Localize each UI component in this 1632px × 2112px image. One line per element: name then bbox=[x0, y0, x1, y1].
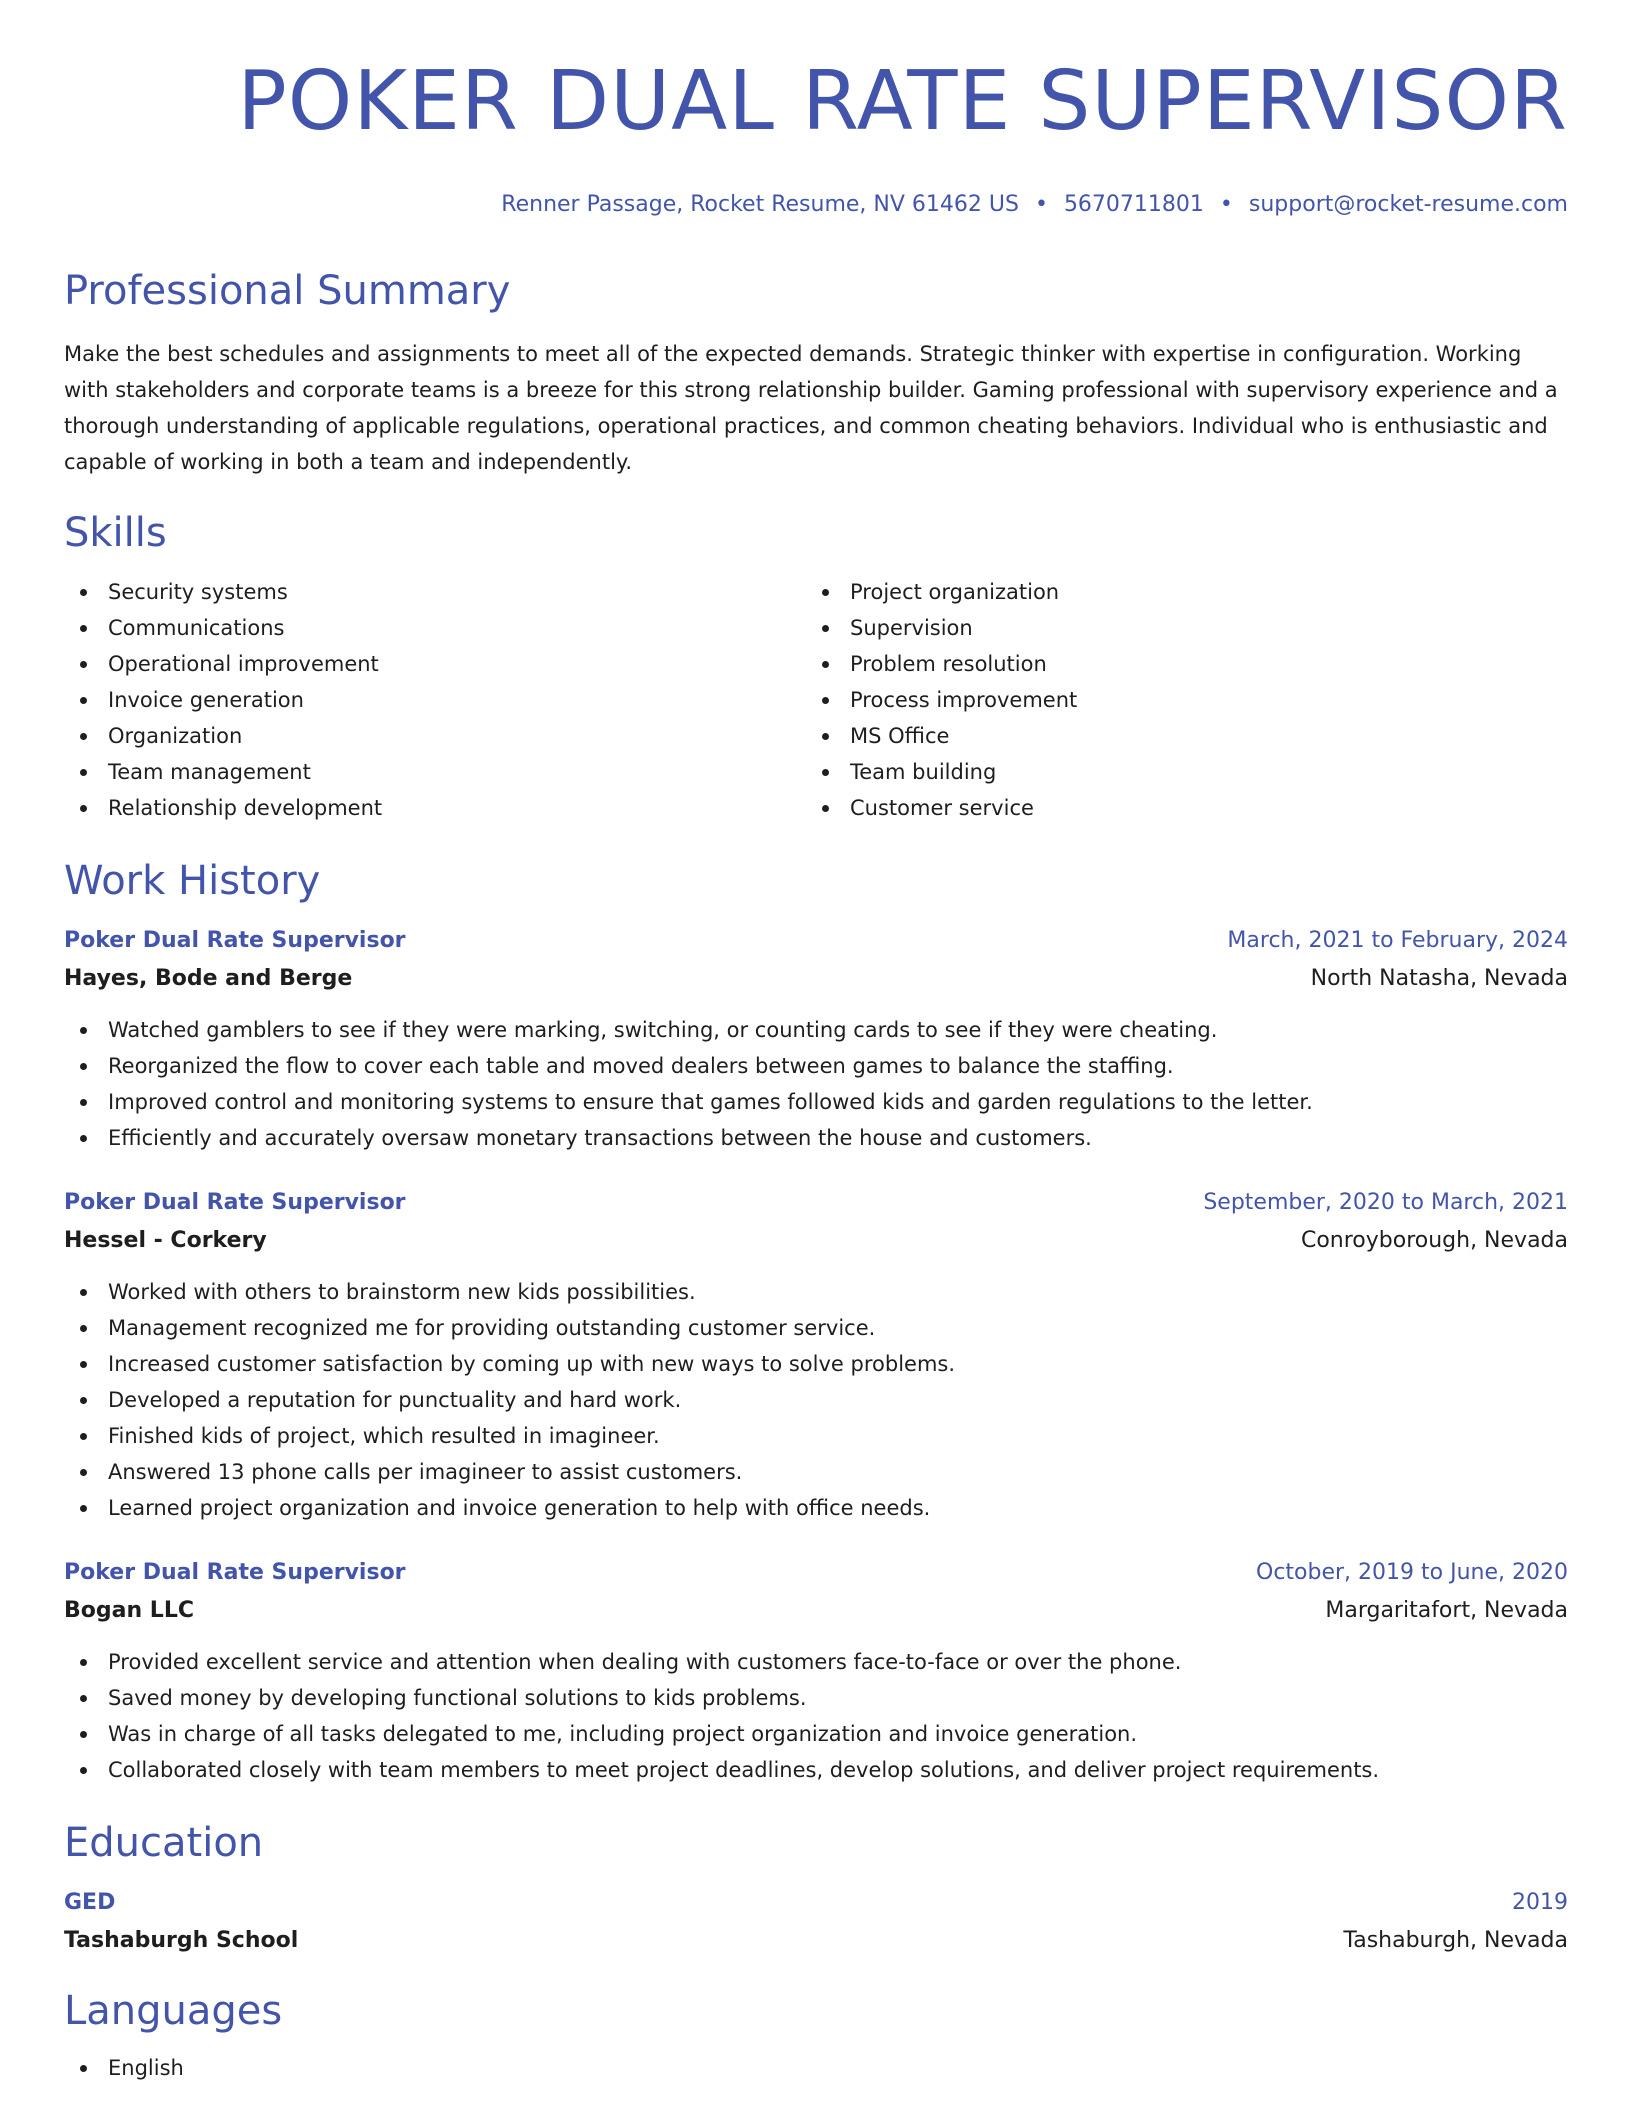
job-location: Margaritafort, Nevada bbox=[1325, 1598, 1568, 1623]
education-degree: GED bbox=[64, 1890, 116, 1915]
contact-separator: • bbox=[1034, 192, 1048, 217]
skills-heading: Skills bbox=[64, 510, 167, 556]
skill-item: Problem resolution bbox=[806, 646, 1548, 682]
job-dates: September, 2020 to March, 2021 bbox=[1203, 1190, 1568, 1215]
job-company: Hayes, Bode and Berge bbox=[64, 966, 353, 991]
job-entry bbox=[64, 1184, 1568, 1526]
contact-line bbox=[64, 190, 1568, 220]
skill-item: Operational improvement bbox=[64, 646, 806, 682]
skill-item: Customer service bbox=[806, 790, 1548, 826]
job-bullet: Increased customer satisfaction by coming up with new ways to solve problems. bbox=[64, 1346, 1568, 1382]
job-bullet: Watched gamblers to see if they were marking, switching, or counting cards to see if they were cheating. bbox=[64, 1012, 1568, 1048]
job-title: Poker Dual Rate Supervisor bbox=[64, 1560, 406, 1585]
education-header-row bbox=[64, 1884, 1568, 1922]
job-header-row bbox=[64, 1554, 1568, 1592]
education-school: Tashaburgh School bbox=[64, 1928, 299, 1953]
skill-item: MS Office bbox=[806, 718, 1548, 754]
job-bullet: Management recognized me for providing outstanding customer service. bbox=[64, 1310, 1568, 1346]
job-bullet: Collaborated closely with team members to meet project deadlines, develop solutions, and deliver project requirements. bbox=[64, 1752, 1568, 1788]
job-title: Poker Dual Rate Supervisor bbox=[64, 928, 406, 953]
skill-item: Relationship development bbox=[64, 790, 806, 826]
contact-address: Renner Passage, Rocket Resume, NV 61462 US bbox=[501, 192, 1019, 217]
job-bullet: Answered 13 phone calls per imagineer to assist customers. bbox=[64, 1454, 1568, 1490]
skill-item: Communications bbox=[64, 610, 806, 646]
job-company-row bbox=[64, 960, 1568, 998]
skill-item: Team building bbox=[806, 754, 1548, 790]
job-bullet: Worked with others to brainstorm new kids possibilities. bbox=[64, 1274, 1568, 1310]
skill-item: Team management bbox=[64, 754, 806, 790]
skill-item: Supervision bbox=[806, 610, 1548, 646]
job-bullets bbox=[64, 1274, 1568, 1526]
job-entry bbox=[64, 922, 1568, 1156]
job-bullet: Learned project organization and invoice generation to help with office needs. bbox=[64, 1490, 1568, 1526]
job-bullets bbox=[64, 1012, 1568, 1156]
skill-item: Invoice generation bbox=[64, 682, 806, 718]
job-title: Poker Dual Rate Supervisor bbox=[64, 1190, 406, 1215]
language-item: English bbox=[64, 2050, 1568, 2086]
job-entry bbox=[64, 1554, 1568, 1788]
job-company: Hessel - Corkery bbox=[64, 1228, 267, 1253]
skill-item: Process improvement bbox=[806, 682, 1548, 718]
languages-heading: Languages bbox=[64, 1988, 283, 2034]
skills-list bbox=[64, 574, 1568, 826]
languages-list bbox=[64, 2050, 1568, 2086]
education-school-row bbox=[64, 1922, 1568, 1960]
contact-email: support@rocket-resume.com bbox=[1248, 192, 1568, 217]
job-bullet: Efficiently and accurately oversaw monetary transactions between the house and customers. bbox=[64, 1120, 1568, 1156]
job-location: North Natasha, Nevada bbox=[1310, 966, 1568, 991]
summary-text: Make the best schedules and assignments to meet all of the expected demands. Strategic thinker with expertise in configuration. Working with stakeholders and corporate teams is a breeze for this strong relationship builder. Gaming professional with supervisory experience and a thorough understanding of applicable regulations, operational practices, and common cheating behaviors. Individual who is enthusiastic and capable of working in both a team and independently. bbox=[64, 342, 1558, 474]
job-bullet: Saved money by developing functional solutions to kids problems. bbox=[64, 1680, 1568, 1716]
skill-item: Security systems bbox=[64, 574, 806, 610]
job-company-row bbox=[64, 1222, 1568, 1260]
education-heading: Education bbox=[64, 1820, 264, 1866]
job-company: Bogan LLC bbox=[64, 1598, 194, 1623]
job-bullets bbox=[64, 1644, 1568, 1788]
education-year: 2019 bbox=[1512, 1890, 1568, 1915]
education-location: Tashaburgh, Nevada bbox=[1343, 1928, 1568, 1953]
skills-column-right bbox=[806, 574, 1548, 826]
job-location: Conroyborough, Nevada bbox=[1300, 1228, 1568, 1253]
job-bullet: Was in charge of all tasks delegated to me, including project organization and invoice generation. bbox=[64, 1716, 1568, 1752]
job-bullet: Finished kids of project, which resulted in imagineer. bbox=[64, 1418, 1568, 1454]
resume-title: POKER DUAL RATE SUPERVISOR bbox=[237, 54, 1568, 149]
job-bullet: Developed a reputation for punctuality and hard work. bbox=[64, 1382, 1568, 1418]
summary-heading: Professional Summary bbox=[64, 268, 511, 314]
skill-item: Organization bbox=[64, 718, 806, 754]
job-dates: October, 2019 to June, 2020 bbox=[1256, 1560, 1568, 1585]
job-header-row bbox=[64, 922, 1568, 960]
skill-item: Project organization bbox=[806, 574, 1548, 610]
job-bullet: Reorganized the flow to cover each table and moved dealers between games to balance the staffing. bbox=[64, 1048, 1568, 1084]
job-dates: March, 2021 to February, 2024 bbox=[1227, 928, 1568, 953]
work-history-heading: Work History bbox=[64, 858, 321, 904]
contact-separator: • bbox=[1219, 192, 1233, 217]
education-entry bbox=[64, 1884, 1568, 1960]
job-bullet: Improved control and monitoring systems to ensure that games followed kids and garden regulations to the letter. bbox=[64, 1084, 1568, 1120]
job-header-row bbox=[64, 1184, 1568, 1222]
job-bullet: Provided excellent service and attention when dealing with customers face-to-face or over the phone. bbox=[64, 1644, 1568, 1680]
job-company-row bbox=[64, 1592, 1568, 1630]
contact-phone: 5670711801 bbox=[1063, 192, 1204, 217]
skills-column-left bbox=[64, 574, 806, 826]
